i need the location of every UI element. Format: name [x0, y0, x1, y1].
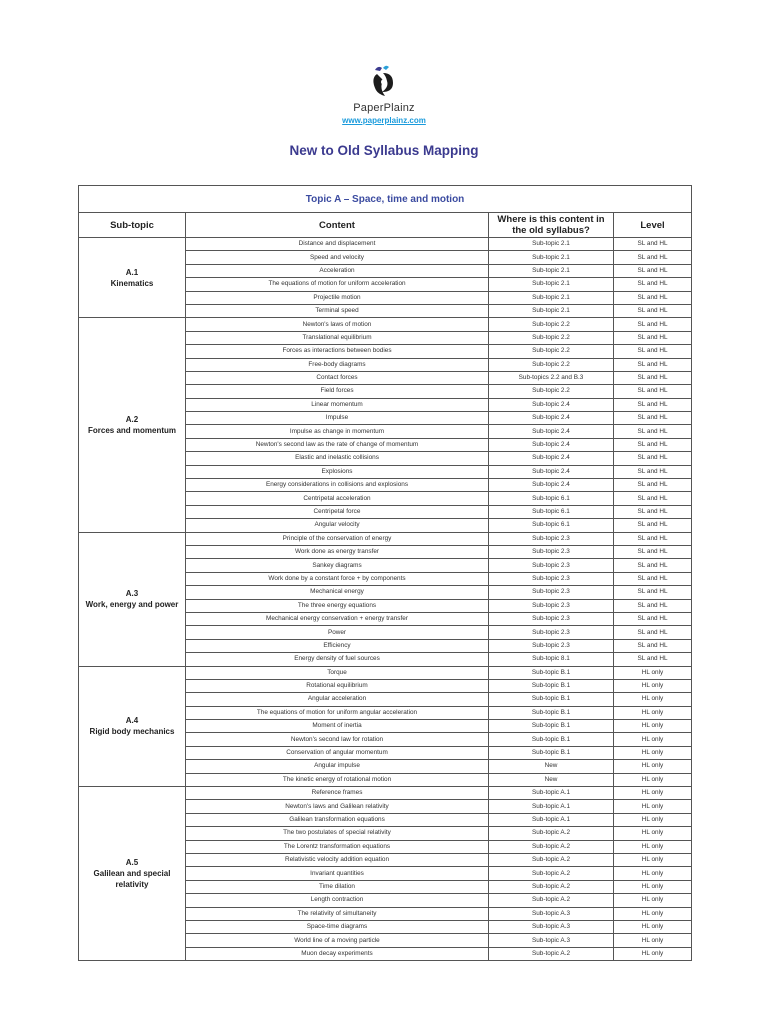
level-cell: SL and HL: [614, 479, 692, 492]
old-syllabus-cell: Sub-topic A.2: [489, 853, 614, 866]
content-cell: Power: [186, 626, 489, 639]
content-cell: Impulse as change in momentum: [186, 425, 489, 438]
old-syllabus-cell: Sub-topic B.1: [489, 746, 614, 759]
content-cell: Mechanical energy: [186, 586, 489, 599]
content-cell: Sankey diagrams: [186, 559, 489, 572]
old-syllabus-cell: Sub-topic 2.2: [489, 345, 614, 358]
old-syllabus-cell: Sub-topics 2.2 and B.3: [489, 371, 614, 384]
content-cell: Rotational equilibrium: [186, 679, 489, 692]
old-syllabus-cell: Sub-topic 2.1: [489, 291, 614, 304]
level-cell: HL only: [614, 800, 692, 813]
old-syllabus-cell: Sub-topic 2.2: [489, 358, 614, 371]
subtopic-name: Work, energy and power: [85, 600, 179, 610]
syllabus-mapping-table: [78, 185, 692, 961]
old-syllabus-cell: Sub-topic 2.4: [489, 479, 614, 492]
subtopic-code: A.4: [125, 716, 139, 726]
column-header-content: Content: [186, 213, 489, 238]
level-cell: SL and HL: [614, 572, 692, 585]
column-header-old-syllabus: Where is this content in the old syllabus?: [489, 213, 614, 238]
content-cell: Energy density of fuel sources: [186, 653, 489, 666]
content-cell: Field forces: [186, 385, 489, 398]
old-syllabus-cell: Sub-topic A.2: [489, 947, 614, 960]
content-cell: The relativity of simultaneity: [186, 907, 489, 920]
level-cell: HL only: [614, 813, 692, 826]
old-syllabus-cell: Sub-topic A.3: [489, 920, 614, 933]
old-syllabus-cell: Sub-topic A.2: [489, 894, 614, 907]
table-row: [79, 318, 692, 331]
content-cell: Acceleration: [186, 264, 489, 277]
subtopic-code: A.3: [125, 589, 139, 599]
old-syllabus-cell: Sub-topic 8.1: [489, 653, 614, 666]
content-cell: Work done by a constant force + by components: [186, 572, 489, 585]
site-link[interactable]: www.paperplainz.com: [342, 116, 426, 125]
level-cell: HL only: [614, 840, 692, 853]
level-cell: HL only: [614, 773, 692, 786]
column-header-subtopic: Sub-topic: [79, 213, 186, 238]
old-syllabus-cell: Sub-topic B.1: [489, 693, 614, 706]
content-cell: Length contraction: [186, 894, 489, 907]
content-cell: Translational equilibrium: [186, 331, 489, 344]
level-cell: SL and HL: [614, 452, 692, 465]
level-cell: SL and HL: [614, 398, 692, 411]
level-cell: SL and HL: [614, 639, 692, 652]
content-cell: Relativistic velocity addition equation: [186, 853, 489, 866]
content-cell: Centripetal acceleration: [186, 492, 489, 505]
level-cell: SL and HL: [614, 385, 692, 398]
content-cell: Angular impulse: [186, 760, 489, 773]
subtopic-code: A.2: [125, 414, 139, 424]
subtopic-code: A.1: [125, 267, 139, 277]
old-syllabus-cell: Sub-topic 2.4: [489, 438, 614, 451]
level-cell: SL and HL: [614, 505, 692, 518]
old-syllabus-cell: Sub-topic 2.1: [489, 251, 614, 264]
old-syllabus-cell: Sub-topic 2.2: [489, 318, 614, 331]
content-cell: Reference frames: [186, 787, 489, 800]
old-syllabus-cell: Sub-topic A.2: [489, 880, 614, 893]
level-cell: HL only: [614, 706, 692, 719]
old-syllabus-cell: New: [489, 760, 614, 773]
old-syllabus-cell: Sub-topic 2.3: [489, 572, 614, 585]
level-cell: HL only: [614, 947, 692, 960]
subtopic-name: Galilean and special relativity: [93, 869, 171, 890]
brand-name: PaperPlainz: [353, 102, 415, 114]
old-syllabus-cell: Sub-topic A.2: [489, 840, 614, 853]
content-cell: Centripetal force: [186, 505, 489, 518]
old-syllabus-cell: Sub-topic A.2: [489, 867, 614, 880]
content-cell: Angular velocity: [186, 519, 489, 532]
content-cell: The kinetic energy of rotational motion: [186, 773, 489, 786]
level-cell: SL and HL: [614, 238, 692, 251]
level-cell: SL and HL: [614, 653, 692, 666]
content-cell: Explosions: [186, 465, 489, 478]
old-syllabus-cell: Sub-topic A.1: [489, 813, 614, 826]
level-cell: SL and HL: [614, 465, 692, 478]
content-cell: Distance and displacement: [186, 238, 489, 251]
old-syllabus-cell: Sub-topic A.1: [489, 787, 614, 800]
old-syllabus-cell: Sub-topic B.1: [489, 666, 614, 679]
level-cell: SL and HL: [614, 251, 692, 264]
level-cell: SL and HL: [614, 331, 692, 344]
level-cell: SL and HL: [614, 612, 692, 625]
content-cell: Torque: [186, 666, 489, 679]
level-cell: SL and HL: [614, 278, 692, 291]
old-syllabus-cell: Sub-topic 2.1: [489, 278, 614, 291]
content-cell: The equations of motion for uniform acceleration: [186, 278, 489, 291]
level-cell: SL and HL: [614, 291, 692, 304]
level-cell: HL only: [614, 760, 692, 773]
content-cell: Forces as interactions between bodies: [186, 345, 489, 358]
level-cell: SL and HL: [614, 318, 692, 331]
old-syllabus-cell: Sub-topic A.2: [489, 827, 614, 840]
content-cell: Free-body diagrams: [186, 358, 489, 371]
old-syllabus-cell: New: [489, 773, 614, 786]
level-cell: SL and HL: [614, 519, 692, 532]
old-syllabus-cell: Sub-topic B.1: [489, 679, 614, 692]
content-cell: Linear momentum: [186, 398, 489, 411]
old-syllabus-cell: Sub-topic 2.3: [489, 545, 614, 558]
level-cell: SL and HL: [614, 626, 692, 639]
subtopic-name: Kinematics: [110, 278, 154, 288]
subtopic-cell: [79, 532, 186, 666]
level-cell: HL only: [614, 679, 692, 692]
level-cell: HL only: [614, 720, 692, 733]
level-cell: SL and HL: [614, 492, 692, 505]
content-cell: Terminal speed: [186, 304, 489, 317]
old-syllabus-cell: Sub-topic 2.3: [489, 639, 614, 652]
old-syllabus-cell: Sub-topic 2.3: [489, 559, 614, 572]
content-cell: Elastic and inelastic collisions: [186, 452, 489, 465]
level-cell: HL only: [614, 693, 692, 706]
level-cell: SL and HL: [614, 304, 692, 317]
level-cell: SL and HL: [614, 586, 692, 599]
old-syllabus-cell: Sub-topic 2.4: [489, 452, 614, 465]
level-cell: SL and HL: [614, 412, 692, 425]
old-syllabus-cell: Sub-topic 2.4: [489, 398, 614, 411]
content-cell: Conservation of angular momentum: [186, 746, 489, 759]
level-cell: HL only: [614, 907, 692, 920]
level-cell: HL only: [614, 894, 692, 907]
old-syllabus-cell: Sub-topic 2.1: [489, 238, 614, 251]
content-cell: Newton's second law for rotation: [186, 733, 489, 746]
old-syllabus-cell: Sub-topic B.1: [489, 720, 614, 733]
level-cell: HL only: [614, 787, 692, 800]
old-syllabus-cell: Sub-topic 2.3: [489, 612, 614, 625]
subtopic-name: Forces and momentum: [87, 425, 176, 435]
page-title: New to Old Syllabus Mapping: [289, 143, 479, 158]
table-row: [79, 787, 692, 800]
old-syllabus-cell: Sub-topic 2.3: [489, 626, 614, 639]
topic-title: Topic A – Space, time and motion: [79, 186, 692, 213]
subtopic-cell: [79, 666, 186, 787]
old-syllabus-cell: Sub-topic 6.1: [489, 492, 614, 505]
table-row: [79, 666, 692, 679]
content-cell: Invariant quantities: [186, 867, 489, 880]
level-cell: SL and HL: [614, 371, 692, 384]
subtopic-cell: [79, 318, 186, 532]
old-syllabus-cell: Sub-topic 6.1: [489, 519, 614, 532]
old-syllabus-cell: Sub-topic 2.2: [489, 331, 614, 344]
old-syllabus-cell: Sub-topic 2.4: [489, 412, 614, 425]
content-cell: The two postulates of special relativity: [186, 827, 489, 840]
level-cell: SL and HL: [614, 425, 692, 438]
level-cell: HL only: [614, 746, 692, 759]
old-syllabus-cell: Sub-topic B.1: [489, 733, 614, 746]
subtopic-name: Rigid body mechanics: [89, 727, 175, 737]
content-cell: Work done as energy transfer: [186, 545, 489, 558]
old-syllabus-cell: Sub-topic 2.2: [489, 385, 614, 398]
table-row: [79, 532, 692, 545]
content-cell: Angular acceleration: [186, 693, 489, 706]
content-cell: Space-time diagrams: [186, 920, 489, 933]
content-cell: The Lorentz transformation equations: [186, 840, 489, 853]
old-syllabus-cell: Sub-topic A.3: [489, 907, 614, 920]
old-syllabus-cell: Sub-topic 2.3: [489, 586, 614, 599]
level-cell: SL and HL: [614, 599, 692, 612]
old-syllabus-cell: Sub-topic 2.1: [489, 304, 614, 317]
level-cell: SL and HL: [614, 345, 692, 358]
old-syllabus-cell: Sub-topic 2.4: [489, 465, 614, 478]
content-cell: Moment of inertia: [186, 720, 489, 733]
level-cell: SL and HL: [614, 532, 692, 545]
content-cell: Energy considerations in collisions and explosions: [186, 479, 489, 492]
level-cell: SL and HL: [614, 264, 692, 277]
content-cell: The three energy equations: [186, 599, 489, 612]
content-cell: Time dilation: [186, 880, 489, 893]
level-cell: SL and HL: [614, 358, 692, 371]
level-cell: HL only: [614, 666, 692, 679]
level-cell: HL only: [614, 827, 692, 840]
old-syllabus-cell: Sub-topic 2.4: [489, 425, 614, 438]
column-header-level: Level: [614, 213, 692, 238]
subtopic-cell: [79, 787, 186, 961]
level-cell: HL only: [614, 733, 692, 746]
old-syllabus-cell: Sub-topic A.1: [489, 800, 614, 813]
level-cell: HL only: [614, 934, 692, 947]
old-syllabus-cell: Sub-topic 2.3: [489, 532, 614, 545]
table-row: [79, 238, 692, 251]
content-cell: Impulse: [186, 412, 489, 425]
level-cell: HL only: [614, 853, 692, 866]
content-cell: Newton's laws and Galilean relativity: [186, 800, 489, 813]
old-syllabus-cell: Sub-topic 2.1: [489, 264, 614, 277]
old-syllabus-cell: Sub-topic 2.3: [489, 599, 614, 612]
subtopic-code: A.5: [125, 858, 139, 868]
content-cell: Galilean transformation equations: [186, 813, 489, 826]
content-cell: Newton's laws of motion: [186, 318, 489, 331]
level-cell: HL only: [614, 920, 692, 933]
level-cell: HL only: [614, 867, 692, 880]
content-cell: World line of a moving particle: [186, 934, 489, 947]
old-syllabus-cell: Sub-topic A.3: [489, 934, 614, 947]
old-syllabus-cell: Sub-topic B.1: [489, 706, 614, 719]
level-cell: SL and HL: [614, 438, 692, 451]
content-cell: Contact forces: [186, 371, 489, 384]
level-cell: SL and HL: [614, 545, 692, 558]
paperplainz-logo-icon: [361, 62, 407, 102]
content-cell: Mechanical energy conservation + energy transfer: [186, 612, 489, 625]
level-cell: HL only: [614, 880, 692, 893]
subtopic-cell: [79, 238, 186, 318]
content-cell: Projectile motion: [186, 291, 489, 304]
level-cell: SL and HL: [614, 559, 692, 572]
content-cell: The equations of motion for uniform angular acceleration: [186, 706, 489, 719]
table-body: [79, 238, 692, 961]
page-header: [0, 62, 768, 125]
old-syllabus-cell: Sub-topic 6.1: [489, 505, 614, 518]
content-cell: Speed and velocity: [186, 251, 489, 264]
content-cell: Newton's second law as the rate of change of momentum: [186, 438, 489, 451]
content-cell: Muon decay experiments: [186, 947, 489, 960]
content-cell: Efficiency: [186, 639, 489, 652]
content-cell: Principle of the conservation of energy: [186, 532, 489, 545]
